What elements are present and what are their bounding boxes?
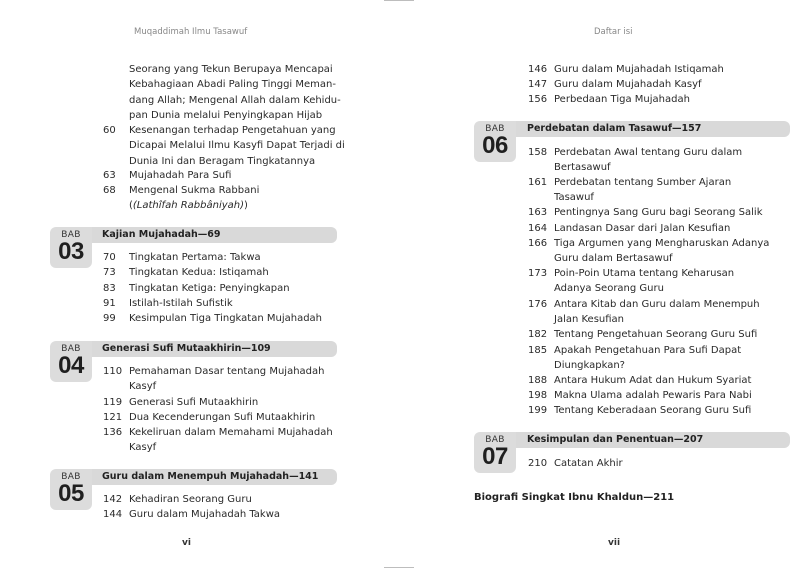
- toc-line: Kasyf: [129, 381, 157, 393]
- toc-entry-title: [554, 175, 731, 206]
- chapter-badge: [474, 121, 516, 162]
- toc-entry-title: [129, 62, 341, 123]
- chapter-number: 05: [58, 480, 84, 507]
- toc-page-number: 68: [103, 185, 116, 196]
- toc-entry-title: [129, 364, 324, 395]
- toc-line: Adanya Seorang Guru: [554, 283, 664, 295]
- toc-page-number: 199: [528, 405, 548, 416]
- toc-page-number: 158: [528, 147, 548, 158]
- chapter-title-bar: [90, 341, 337, 357]
- chapter-title-bar: [90, 469, 337, 485]
- toc-page-number: 176: [528, 299, 548, 310]
- chapter-label: BAB: [61, 230, 81, 240]
- toc-entry-title: Makna Ulama adalah Pewaris Para Nabi: [554, 390, 752, 401]
- toc-entry-title: Generasi Sufi Mutaakhirin: [129, 397, 259, 408]
- page-number: vi: [182, 538, 191, 548]
- toc-line: Mengenal Sukma Rabbani: [129, 185, 260, 196]
- toc-entry-title: [554, 343, 741, 374]
- toc-entry-title: Perbedaan Tiga Mujahadah: [554, 94, 690, 105]
- toc-line: Dunia Ini dan Beragam Tingkatannya: [129, 155, 316, 167]
- toc-page-number: 99: [103, 313, 116, 324]
- toc-entry-title: [554, 145, 742, 176]
- toc-page-number: 173: [528, 268, 548, 279]
- toc-entry-title: Tentang Keberadaan Seorang Guru Sufi: [554, 405, 752, 416]
- biography-entry: Biografi Singkat Ibnu Khaldun—211: [474, 492, 675, 503]
- toc-entry-title: Tingkatan Ketiga: Penyingkapan: [129, 283, 290, 294]
- toc-entry-title: Catatan Akhir: [554, 458, 623, 469]
- toc-page-number: 163: [528, 207, 548, 218]
- toc-line: Kebahagiaan Abadi Paling Tinggi Meman-: [129, 79, 336, 91]
- chapter-badge: [474, 432, 516, 473]
- toc-line: Poin-Poin Utama tentang Keharusan: [554, 268, 735, 279]
- toc-line: Apakah Pengetahuan Para Sufi Dapat: [554, 345, 742, 356]
- running-head: Muqaddimah Ilmu Tasawuf: [134, 27, 248, 37]
- toc-page-number: 83: [103, 283, 116, 294]
- chapter-title-bar: [515, 432, 790, 448]
- chapter-number: 03: [58, 238, 84, 265]
- toc-line: Kekeliruan dalam Memahami Mujahadah: [129, 427, 333, 438]
- chapter-title: Kesimpulan dan Penentuan—207: [527, 434, 704, 445]
- toc-line: Bertasawuf: [554, 162, 611, 174]
- toc-line: Pemahaman Dasar tentang Mujahadah: [129, 366, 325, 377]
- toc-entry-title: Antara Hukum Adat dan Hukum Syariat: [554, 375, 752, 386]
- right-page: [400, 0, 800, 569]
- toc-page-number: 63: [103, 170, 116, 181]
- toc-page-number: 142: [103, 494, 123, 505]
- toc-entry-title: Istilah-Istilah Sufistik: [129, 298, 233, 309]
- toc-line: Tiga Argumen yang Mengharuskan Adanya: [554, 238, 770, 249]
- toc-entry-title: Mujahadah Para Sufi: [129, 170, 232, 181]
- chapter-label: BAB: [485, 435, 505, 445]
- toc-page-number: 210: [528, 458, 548, 469]
- chapter-number: 04: [58, 352, 84, 379]
- toc-entry-title: Landasan Dasar dari Jalan Kesufian: [554, 223, 731, 234]
- chapter-title: Perdebatan dalam Tasawuf—157: [527, 123, 702, 134]
- toc-page-number: 156: [528, 94, 548, 105]
- chapter-title: Generasi Sufi Mutaakhirin—109: [102, 343, 271, 354]
- toc-page-number: 144: [103, 509, 123, 520]
- toc-entry-title: [554, 297, 760, 328]
- toc-page-number: 110: [103, 366, 123, 377]
- chapter-badge: [50, 227, 92, 268]
- toc-line: Antara Kitab dan Guru dalam Menempuh: [554, 299, 760, 310]
- chapter-badge: [50, 469, 92, 510]
- toc-entry-title: [129, 123, 345, 169]
- toc-page-number: 185: [528, 345, 548, 356]
- toc-entry-title: [554, 236, 769, 267]
- toc-line: Guru dalam Bertasawuf: [554, 253, 673, 265]
- toc-page-number: 147: [528, 79, 548, 90]
- toc-entry-title: [554, 266, 734, 297]
- italic-term: (Lathîfah Rabbâniyah): [132, 200, 245, 212]
- chapter-badge: [50, 341, 92, 382]
- toc-line: Kasyf: [129, 442, 157, 454]
- toc-line: Perdebatan tentang Sumber Ajaran: [554, 177, 732, 188]
- toc-entry-title: Kesimpulan Tiga Tingkatan Mujahadah: [129, 313, 323, 324]
- toc-entry-title: Tingkatan Pertama: Takwa: [129, 252, 261, 263]
- toc-line: Jalan Kesufian: [554, 314, 625, 326]
- toc-line: Dicapai Melalui Ilmu Kasyfi Dapat Terjadi di: [129, 140, 345, 152]
- toc-page-number: 73: [103, 267, 116, 278]
- chapter-title-bar: [90, 227, 337, 243]
- toc-entry-title: [129, 183, 259, 214]
- toc-page-number: 121: [103, 412, 123, 423]
- chapter-title-bar: [515, 121, 790, 137]
- toc-line: dang Allah; Mengenal Allah dalam Kehidu-: [129, 94, 341, 106]
- toc-line-italic: ((Lathîfah Rabbâniyah)): [129, 200, 248, 212]
- toc-page-number: 164: [528, 223, 548, 234]
- toc-page-number: 136: [103, 427, 123, 438]
- chapter-number: 06: [482, 132, 508, 159]
- toc-page-number: 146: [528, 64, 548, 75]
- toc-line: Kesenangan terhadap Pengetahuan yang: [129, 125, 336, 136]
- toc-page-number: 70: [103, 252, 116, 263]
- chapter-number: 07: [482, 443, 508, 470]
- toc-page-number: 119: [103, 397, 123, 408]
- toc-entry-title: Tingkatan Kedua: Istiqamah: [129, 267, 269, 278]
- toc-page-number: 161: [528, 177, 548, 188]
- toc-entry-title: Pentingnya Sang Guru bagi Seorang Salik: [554, 207, 763, 218]
- toc-page-number: 182: [528, 329, 548, 340]
- toc-line: Tasawuf: [554, 192, 594, 204]
- toc-line: Perdebatan Awal tentang Guru dalam: [554, 147, 743, 158]
- toc-entry-title: [129, 425, 333, 456]
- chapter-title: Kajian Mujahadah—69: [102, 229, 221, 240]
- page-number: vii: [608, 538, 621, 548]
- toc-page-number: 91: [103, 298, 116, 309]
- toc-page-number: 188: [528, 375, 548, 386]
- running-head: Daftar isi: [594, 27, 633, 37]
- toc-entry-title: Kehadiran Seorang Guru: [129, 494, 252, 505]
- toc-page-number: 198: [528, 390, 548, 401]
- chapter-title: Guru dalam Menempuh Mujahadah—141: [102, 471, 319, 482]
- chapter-label: BAB: [61, 472, 81, 482]
- toc-entry-title: Guru dalam Mujahadah Kasyf: [554, 79, 702, 90]
- chapter-label: BAB: [61, 344, 81, 354]
- toc-entry-title: Guru dalam Mujahadah Takwa: [129, 509, 281, 520]
- toc-page-number: 60: [103, 125, 116, 136]
- toc-entry-title: Dua Kecenderungan Sufi Mutaakhirin: [129, 412, 316, 423]
- toc-entry-title: Guru dalam Mujahadah Istiqamah: [554, 64, 724, 75]
- toc-line: Diungkapkan?: [554, 360, 625, 372]
- toc-line: Seorang yang Tekun Berupaya Mencapai: [129, 64, 333, 75]
- toc-page-number: 166: [528, 238, 548, 249]
- toc-line: pan Dunia melalui Penyingkapan Hijab: [129, 109, 323, 121]
- toc-entry-title: Tentang Pengetahuan Seorang Guru Sufi: [554, 329, 758, 340]
- chapter-label: BAB: [485, 124, 505, 134]
